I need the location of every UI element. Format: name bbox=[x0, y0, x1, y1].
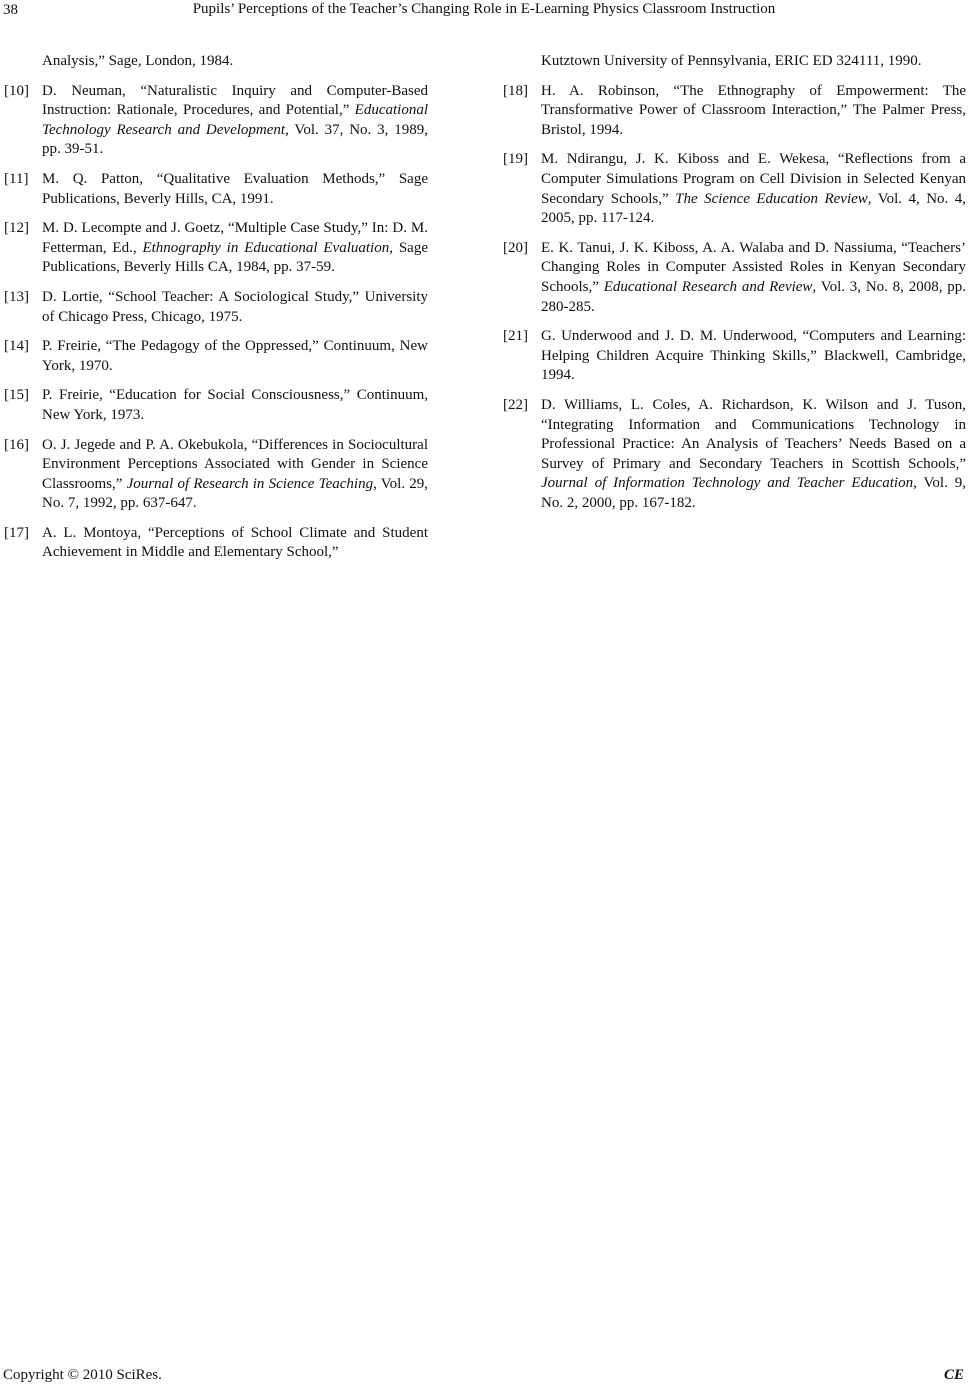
reference-21: [21] G. Underwood and J. D. M. Underwood, “Computers and Learning: Helping Children Acquire Thinking Skills,” Blackwell, Cambridge, 1994. bbox=[503, 328, 966, 384]
page-number: 38 bbox=[3, 2, 18, 18]
reference-17: [17] A. L. Montoya, “Perceptions of School Climate and Student Achievement in Middle and Elementary School,” bbox=[4, 524, 428, 561]
journal-abbreviation: CE bbox=[943, 1367, 964, 1383]
running-title: Pupils’ Perceptions of the Teacher’s Changing Role in E-Learning Physics Classroom Instruction bbox=[192, 1, 776, 17]
reference-continuation: Analysis,” Sage, London, 1984. bbox=[42, 53, 234, 69]
reference-18: [18] H. A. Robinson, “The Ethnography of Empowerment: The Transformative Power of Classroom Interaction,” The Palmer Press, Bristol, 1994. bbox=[503, 82, 966, 138]
reference-11: [11] M. Q. Patton, “Qualitative Evaluation Methods,” Sage Publications, Beverly Hills, CA, 1991. bbox=[4, 170, 428, 207]
reference-number: [12] bbox=[4, 220, 29, 237]
reference-number: [17] bbox=[4, 524, 29, 541]
reference-number: [13] bbox=[4, 288, 29, 305]
reference-number: [18] bbox=[503, 82, 528, 99]
copyright-notice: Copyright © 2010 SciRes. bbox=[3, 1367, 162, 1383]
reference-number: [11] bbox=[4, 170, 29, 187]
reference-number: [10] bbox=[4, 82, 29, 99]
reference-number: [19] bbox=[503, 151, 528, 168]
reference-20: [20] E. K. Tanui, J. K. Kiboss, A. A. Walaba and D. Nassiuma, “Teachers’ Changing Roles in Computer Assisted Roles in Kenyan Secondary Schools,” Educational Research and Review, Vol. 3, No. 8, 2008, pp. 280-285. bbox=[503, 239, 966, 315]
reference-number: [22] bbox=[503, 396, 528, 413]
reference-14: [14] P. Freirie, “The Pedagogy of the Oppressed,” Continuum, New York, 1970. bbox=[4, 338, 428, 374]
reference-13: [13] D. Lortie, “School Teacher: A Sociological Study,” University of Chicago Press, Chicago, 1975. bbox=[4, 288, 428, 325]
reference-12: [12] M. D. Lecompte and J. Goetz, “Multiple Case Study,” In: D. M. Fetterman, Ed., Ethnography in Educational Evaluation, Sage Publications, Beverly Hills CA, 1984, pp. 37-59. bbox=[4, 220, 428, 276]
reference-number: [20] bbox=[503, 239, 528, 256]
reference-16: [16] O. J. Jegede and P. A. Okebukola, “Differences in Sociocultural Environment Perceptions Associated with Gender in Science Classrooms,” Journal of Research in Science Teaching, Vol. 29, No. 7, 1992, pp. 637-647. bbox=[4, 436, 429, 512]
references-right-column bbox=[503, 52, 966, 523]
references-left-column bbox=[4, 52, 428, 573]
page-header bbox=[0, 0, 968, 22]
reference-number: [14] bbox=[4, 338, 29, 355]
reference-number: [16] bbox=[4, 436, 29, 453]
reference-15: [15] P. Freirie, “Education for Social Consciousness,” Continuum, New York, 1973. bbox=[4, 387, 428, 423]
reference-number: [15] bbox=[4, 387, 29, 404]
reference-continuation: Kutztown University of Pennsylvania, ERIC ED 324111, 1990. bbox=[541, 53, 922, 69]
reference-22: [22] D. Williams, L. Coles, A. Richardson, K. Wilson and J. Tuson, “Integrating Information and Communications Technology in Professional Practice: An Analysis of Teachers’ Needs Based on a Survey of Primary and Secondary Teachers in Scottish Schools,” Journal of Information Technology and Teacher Education, Vol. 9, No. 2, 2000, pp. 167-182. bbox=[503, 396, 966, 511]
reference-number: [21] bbox=[503, 328, 528, 345]
reference-19: [19] M. Ndirangu, J. K. Kiboss and E. Wekesa, “Reflections from a Computer Simulations Program on Cell Division in Selected Kenyan Secondary Schools,” The Science Education Review, Vol. 4, No. 4, 2005, pp. 117-124. bbox=[503, 151, 966, 227]
reference-10: [10] D. Neuman, “Naturalistic Inquiry and Computer-Based Instruction: Rationale, Procedures, and Potential,” Educational Technology Research and Development, Vol. 37, No. 3, 1989, pp. 39-51. bbox=[4, 82, 428, 158]
page-footer bbox=[0, 1366, 968, 1386]
